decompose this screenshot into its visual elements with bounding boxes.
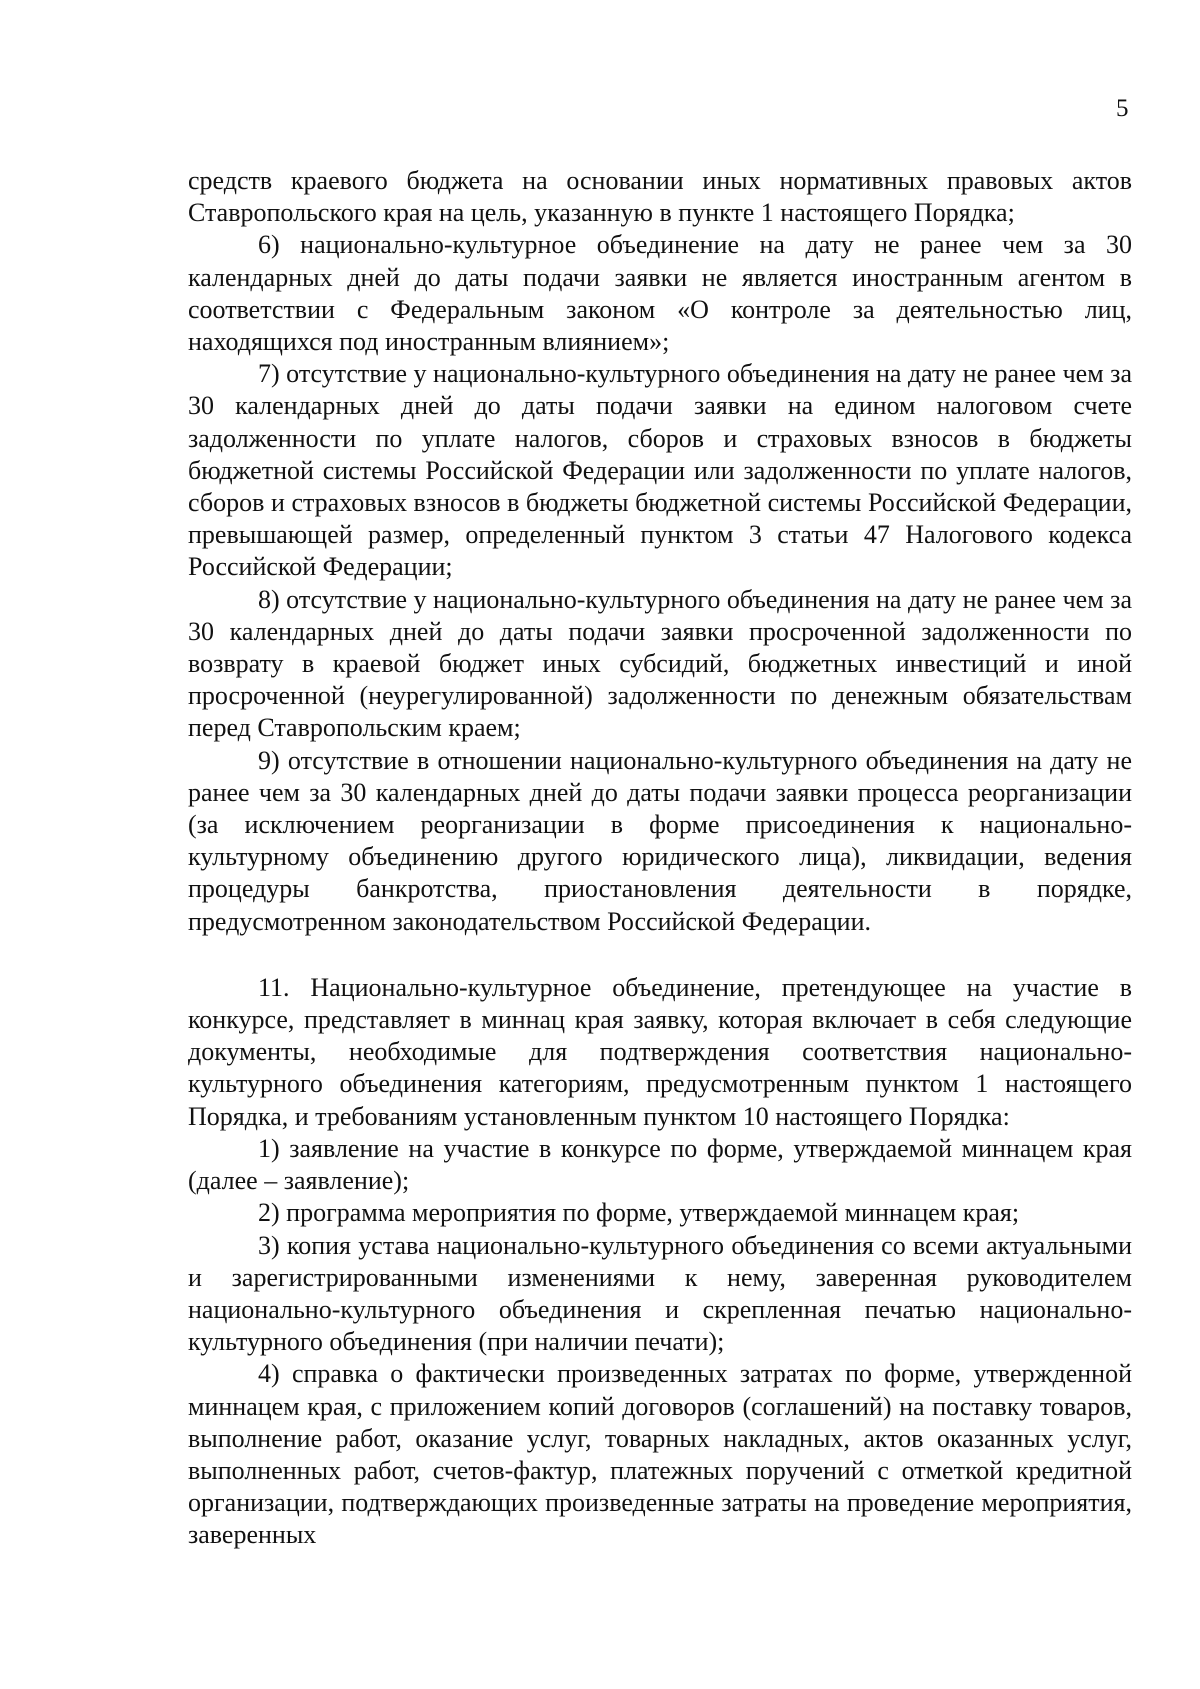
document-item-3: 3) копия устава национально-культурного объединения со всеми актуальными и зарегистрированными изменениями к нему, заверенная руководителем национально-культурного объединения и скрепленная печатью национально-культурного объединения (при наличии печати); bbox=[188, 1230, 1132, 1357]
page-number: 5 bbox=[1116, 95, 1129, 122]
list-item-7: 7) отсутствие у национально-культурного объединения на дату не ранее чем за 30 календарных дней до даты подачи заявки на едином налоговом счете задолженности по уплате налогов, сборов и страховых взносов в бюджеты бюджетной системы Российской Федерации или задолженности по уплате налогов, сборов и страховых взносов в бюджеты бюджетной системы Российской Федерации, превышающей размер, определенный пунктом 3 статьи 47 Налогового кодекса Российской Федерации; bbox=[188, 359, 1132, 582]
list-item-9: 9) отсутствие в отношении национально-культурного объединения на дату не ранее чем за 30 календарных дней до даты подачи заявки процесса реорганизации (за исключением реорганизации в форме присоединения к национально-культурному объединению другого юридического лица), ликвидации, ведения процедуры банкротства, приостановления деятельности в порядке, предусмотренном законодательством Российской Федерации. bbox=[188, 745, 1132, 936]
clause-11: 11. Национально-культурное объединение, претендующее на участие в конкурсе, представляет в миннац края заявку, которая включает в себя следующие документы, необходимые для подтверждения соответствия национально-культурного объединения категориям, предусмотренным пунктом 1 настоящего Порядка, и требованиям установленным пунктом 10 настоящего Порядка: bbox=[188, 972, 1132, 1131]
paragraph-gap bbox=[188, 938, 1132, 972]
list-item-6: 6) национально-культурное объединение на дату не ранее чем за 30 календарных дней до даты подачи заявки не является иностранным агентом в соответствии с Федеральным законом «О контроле за деятельностью лиц, находящихся под иностранным влиянием»; bbox=[188, 230, 1132, 357]
document-item-2: 2) программа мероприятия по форме, утверждаемой миннацем края; bbox=[258, 1198, 1020, 1228]
document-item-4: 4) справка о фактически произведенных затратах по форме, утвержденной миннацем края, с приложением копий договоров (соглашений) на поставку товаров, выполнение работ, оказание услуг, товарных накладных, актов оказанных услуг, выполненных работ, счетов-фактур, платежных поручений с отметкой кредитной организации, подтверждающих произведенные затраты на проведение мероприятия, заверенных bbox=[188, 1359, 1132, 1550]
paragraph-continuation: средств краевого бюджета на основании иных нормативных правовых актов Ставропольского края на цель, указанную в пункте 1 настоящего Порядка; bbox=[188, 166, 1132, 228]
document-body bbox=[188, 165, 1132, 1552]
list-item-8: 8) отсутствие у национально-культурного объединения на дату не ранее чем за 30 календарных дней до даты подачи заявки просроченной задолженности по возврату в краевой бюджет иных субсидий, бюджетных инвестиций и иной просроченной (неурегулированной) задолженности по денежным обязательствам перед Ставропольским краем; bbox=[188, 584, 1132, 743]
document-item-1: 1) заявление на участие в конкурсе по форме, утверждаемой миннацем края (далее – заявление); bbox=[188, 1133, 1132, 1196]
